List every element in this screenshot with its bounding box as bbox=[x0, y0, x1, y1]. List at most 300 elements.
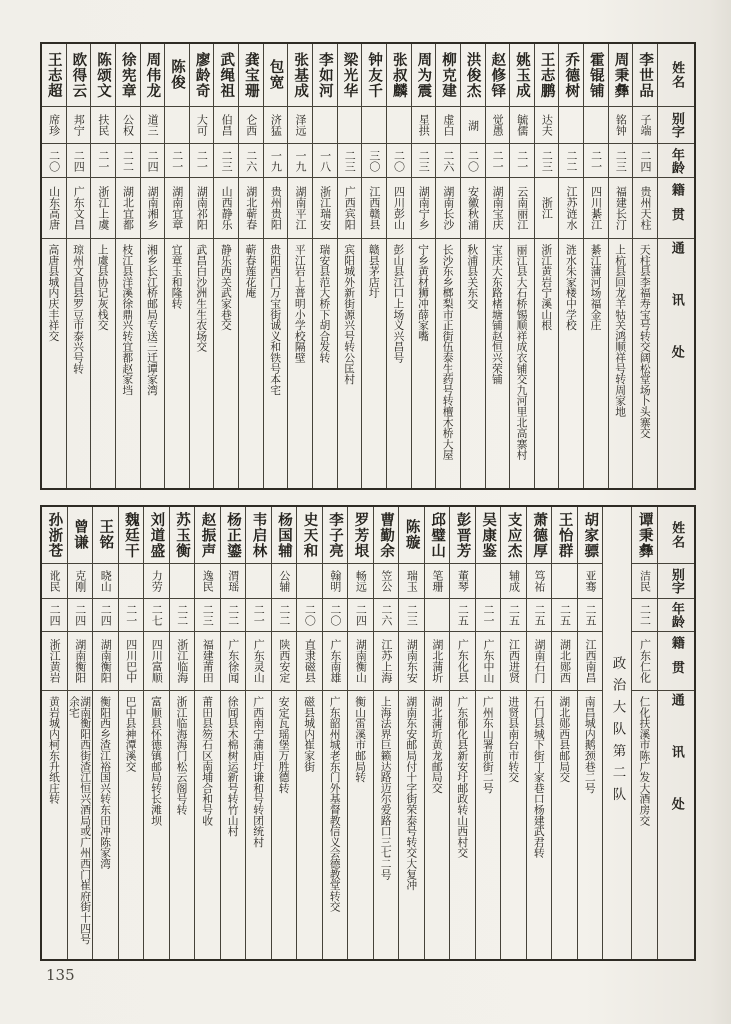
alias-cell bbox=[214, 107, 238, 144]
header-address-label: 通讯处 bbox=[668, 241, 684, 397]
person-name: 周为震 bbox=[415, 51, 433, 99]
person-address: 上杭县回龙羊牯关鸿顺祥号转周家地 bbox=[614, 244, 628, 417]
header-alias-label: 别字 bbox=[668, 568, 684, 594]
person-column bbox=[509, 44, 534, 488]
person-address: 巴中县神潭溪交 bbox=[124, 696, 138, 772]
age-cell bbox=[425, 599, 450, 632]
alias-cell bbox=[313, 107, 337, 144]
person-origin: 湖南东安 bbox=[405, 639, 419, 683]
address-cell bbox=[42, 691, 67, 959]
origin-cell bbox=[338, 178, 362, 239]
section-divider-label: 政治大队第二队 bbox=[609, 656, 626, 810]
person-column bbox=[194, 507, 220, 959]
header-origin-label: 籍贯 bbox=[668, 183, 684, 233]
person-age: 二一 bbox=[124, 604, 138, 626]
header-address-cell bbox=[658, 239, 694, 488]
header-age-cell bbox=[658, 599, 694, 632]
alias-cell bbox=[450, 564, 475, 599]
person-origin: 直隶磁县 bbox=[303, 639, 317, 683]
person-address: 宝庆大东路楮塘铺赵恒兴荣铺 bbox=[490, 244, 504, 385]
age-cell bbox=[476, 599, 501, 632]
person-address: 彭山县江口上场义兴昌号 bbox=[392, 244, 406, 363]
person-alias: 董琴 bbox=[456, 570, 470, 592]
address-cell bbox=[264, 239, 288, 488]
alias-cell bbox=[362, 107, 386, 144]
person-age: 二四 bbox=[146, 149, 160, 172]
name-cell bbox=[527, 507, 552, 564]
person-age: 二五 bbox=[584, 604, 597, 626]
person-column bbox=[263, 44, 288, 488]
age-cell bbox=[195, 599, 220, 632]
origin-cell bbox=[436, 178, 460, 239]
person-name: 李如河 bbox=[316, 51, 334, 99]
alias-cell bbox=[535, 107, 559, 144]
age-cell bbox=[165, 144, 189, 178]
person-age: 二四 bbox=[48, 604, 62, 626]
header-origin-cell bbox=[658, 632, 694, 691]
person-column bbox=[551, 507, 577, 959]
address-cell bbox=[461, 239, 485, 488]
person-name: 欧得云 bbox=[70, 51, 88, 99]
person-column bbox=[164, 44, 189, 488]
age-cell bbox=[214, 144, 238, 178]
person-address: 仁化扶溪市陈广发大酒房交 bbox=[638, 696, 652, 826]
age-cell bbox=[501, 599, 526, 632]
person-alias: 泽远 bbox=[293, 114, 307, 136]
person-address: 瑞安县范大桥下胡合发转 bbox=[318, 244, 332, 363]
origin-cell bbox=[527, 632, 552, 691]
age-cell bbox=[584, 144, 608, 178]
person-name: 王志鹏 bbox=[538, 51, 556, 99]
origin-cell bbox=[313, 178, 337, 239]
person-origin: 湖北宜都 bbox=[121, 186, 135, 230]
person-address: 涟水朱家楼中学校 bbox=[564, 244, 578, 331]
person-column bbox=[238, 44, 263, 488]
person-name: 陈俊 bbox=[168, 59, 186, 91]
age-cell bbox=[461, 144, 485, 178]
name-cell bbox=[362, 44, 386, 107]
person-name: 吴康鉴 bbox=[480, 511, 498, 559]
alias-cell bbox=[501, 564, 526, 599]
name-cell bbox=[486, 44, 510, 107]
origin-cell bbox=[272, 632, 297, 691]
person-address: 长沙东乡榔梨市正街伍泰生药号转檀木桥大屋 bbox=[441, 244, 455, 460]
person-origin: 四川富顺 bbox=[150, 639, 164, 683]
origin-cell bbox=[221, 632, 246, 691]
address-cell bbox=[387, 239, 411, 488]
person-column bbox=[435, 44, 460, 488]
person-age: 二〇 bbox=[303, 604, 317, 626]
address-cell bbox=[552, 691, 577, 959]
person-origin: 湖北郧西 bbox=[558, 639, 572, 683]
person-age: 二二 bbox=[277, 604, 291, 626]
age-cell bbox=[272, 599, 297, 632]
person-age: 二四 bbox=[99, 604, 113, 626]
person-age: 二三 bbox=[405, 604, 419, 626]
person-alias: 铭钟 bbox=[614, 114, 628, 136]
person-column bbox=[424, 507, 450, 959]
name-cell bbox=[68, 507, 93, 564]
person-column bbox=[213, 44, 238, 488]
name-cell bbox=[559, 44, 583, 107]
person-column bbox=[631, 507, 657, 959]
age-cell bbox=[221, 599, 246, 632]
person-name: 张叔麟 bbox=[390, 51, 408, 99]
origin-cell bbox=[246, 632, 271, 691]
person-origin: 福建长汀 bbox=[614, 186, 628, 230]
person-name: 邱璧山 bbox=[429, 511, 447, 559]
origin-cell bbox=[399, 632, 424, 691]
person-address: 赣县茅店圩 bbox=[367, 244, 381, 298]
person-origin: 湖南衡山 bbox=[354, 639, 368, 683]
person-name: 彭晋芳 bbox=[454, 511, 472, 559]
person-origin: 广东文昌 bbox=[72, 186, 86, 230]
person-column bbox=[583, 44, 608, 488]
person-origin: 广东中山 bbox=[481, 639, 495, 683]
header-column bbox=[657, 44, 694, 488]
person-age: 二二 bbox=[175, 604, 189, 626]
address-cell bbox=[510, 239, 534, 488]
person-age: 二二 bbox=[226, 604, 240, 626]
person-address: 湖北郧西县邮局交 bbox=[558, 696, 572, 783]
address-cell bbox=[578, 691, 603, 959]
alias-cell bbox=[527, 564, 552, 599]
address-cell bbox=[221, 691, 246, 959]
alias-cell bbox=[195, 564, 220, 599]
header-age-cell bbox=[658, 144, 694, 178]
person-alias: 亚骞 bbox=[584, 570, 597, 592]
origin-cell bbox=[425, 632, 450, 691]
person-address: 进贤县南台市转交 bbox=[507, 696, 521, 783]
person-address: 衡阳西乡渣江裕国兴转东田冲陈家湾 bbox=[99, 696, 113, 869]
person-name: 刘道盛 bbox=[148, 511, 166, 559]
person-alias: 辅成 bbox=[507, 570, 521, 592]
person-age: 二一 bbox=[170, 149, 184, 172]
origin-cell bbox=[190, 178, 214, 239]
person-age: 二五 bbox=[456, 604, 470, 626]
origin-cell bbox=[214, 178, 238, 239]
person-name: 孙浙苍 bbox=[46, 511, 64, 559]
origin-cell bbox=[609, 178, 633, 239]
person-column bbox=[577, 507, 603, 959]
person-name: 赵振声 bbox=[199, 511, 217, 559]
alias-cell bbox=[374, 564, 399, 599]
name-cell bbox=[272, 507, 297, 564]
person-origin: 四川彭山 bbox=[392, 186, 406, 230]
address-cell bbox=[91, 239, 115, 488]
alias-cell bbox=[323, 564, 348, 599]
name-cell bbox=[246, 507, 271, 564]
person-age: 二三 bbox=[540, 149, 554, 172]
person-name: 王怡群 bbox=[556, 511, 574, 559]
age-cell bbox=[559, 144, 583, 178]
person-name: 龚宝珊 bbox=[242, 51, 260, 99]
person-column bbox=[411, 44, 436, 488]
age-cell bbox=[609, 144, 633, 178]
address-cell bbox=[170, 691, 195, 959]
person-address: 富顺县怀德镇邮局转长滩坝 bbox=[150, 696, 164, 826]
person-age: 二四 bbox=[72, 149, 86, 172]
page-number: 135 bbox=[46, 966, 75, 984]
alias-cell bbox=[272, 564, 297, 599]
person-address: 广州东山署前街二号 bbox=[481, 696, 495, 794]
age-cell bbox=[116, 144, 140, 178]
person-address: 湖北蒲圻黄龙邮局交 bbox=[430, 696, 444, 794]
person-age: 三〇 bbox=[367, 149, 381, 172]
age-cell bbox=[170, 599, 195, 632]
age-cell bbox=[450, 599, 475, 632]
alias-cell bbox=[288, 107, 312, 144]
person-alias: 畅远 bbox=[354, 570, 368, 592]
person-name: 萧德厚 bbox=[531, 511, 549, 559]
address-cell bbox=[67, 239, 91, 488]
person-column bbox=[322, 507, 348, 959]
origin-cell bbox=[93, 632, 118, 691]
person-column bbox=[347, 507, 373, 959]
person-age: 二五 bbox=[507, 604, 521, 626]
alias-cell bbox=[552, 564, 577, 599]
person-age: 二一 bbox=[589, 149, 603, 172]
origin-cell bbox=[91, 178, 115, 239]
person-age: 二四 bbox=[354, 604, 368, 626]
name-cell bbox=[535, 44, 559, 107]
alias-cell bbox=[584, 107, 608, 144]
person-age: 二三 bbox=[201, 604, 215, 626]
person-address: 上虞县协记灰栈交 bbox=[96, 244, 110, 331]
age-cell bbox=[67, 144, 91, 178]
person-origin: 湖南宝庆 bbox=[491, 186, 505, 230]
person-origin: 湖南石门 bbox=[532, 639, 546, 683]
person-origin: 湖北蒲圻 bbox=[430, 639, 444, 683]
person-address: 丽江县大石桥锡顺祥成衣铺交九河里北高寨村 bbox=[515, 244, 529, 460]
person-alias: 虚白 bbox=[441, 114, 455, 136]
address-cell bbox=[116, 239, 140, 488]
origin-cell bbox=[42, 632, 67, 691]
person-origin: 浙江上虞 bbox=[96, 186, 110, 230]
person-name: 李子亮 bbox=[327, 511, 345, 559]
origin-cell bbox=[119, 632, 144, 691]
address-cell bbox=[632, 691, 657, 959]
person-origin: 湖南湘乡 bbox=[146, 186, 160, 230]
person-origin: 山东高唐 bbox=[47, 186, 61, 230]
person-alias: 达夫 bbox=[540, 114, 554, 136]
origin-cell bbox=[450, 632, 475, 691]
origin-cell bbox=[165, 178, 189, 239]
person-name: 廖龄奇 bbox=[193, 51, 211, 99]
person-column bbox=[485, 44, 510, 488]
person-column bbox=[66, 44, 91, 488]
person-origin: 湖南宜章 bbox=[170, 186, 184, 230]
name-cell bbox=[584, 44, 608, 107]
header-name-label: 姓名 bbox=[669, 60, 685, 90]
person-address: 蕲春莲花庵 bbox=[244, 244, 258, 298]
name-cell bbox=[461, 44, 485, 107]
address-cell bbox=[559, 239, 583, 488]
person-name: 包宽 bbox=[267, 59, 285, 91]
origin-cell bbox=[461, 178, 485, 239]
person-alias: 公辅 bbox=[277, 570, 291, 592]
name-cell bbox=[264, 44, 288, 107]
person-address: 浙江黄岩宁溪山根 bbox=[540, 244, 554, 331]
person-name: 陈颂文 bbox=[95, 51, 113, 99]
person-alias: 公权 bbox=[121, 114, 135, 136]
person-column bbox=[189, 44, 214, 488]
person-name: 赵修铎 bbox=[489, 51, 507, 99]
person-age: 二二 bbox=[121, 149, 135, 172]
name-cell bbox=[170, 507, 195, 564]
age-cell bbox=[578, 599, 603, 632]
alias-cell bbox=[170, 564, 195, 599]
person-column bbox=[534, 44, 559, 488]
origin-cell bbox=[486, 178, 510, 239]
address-cell bbox=[374, 691, 399, 959]
person-age: 二〇 bbox=[47, 149, 61, 172]
age-cell bbox=[632, 599, 657, 632]
alias-cell bbox=[578, 564, 603, 599]
person-origin: 浙江黄岩 bbox=[48, 639, 62, 683]
origin-cell bbox=[501, 632, 526, 691]
person-origin: 湖南衡阳 bbox=[99, 639, 113, 683]
origin-cell bbox=[141, 178, 165, 239]
person-age: 二二 bbox=[638, 604, 652, 626]
person-column bbox=[337, 44, 362, 488]
address-cell bbox=[348, 691, 373, 959]
person-name: 钟友千 bbox=[366, 51, 384, 99]
origin-cell bbox=[535, 178, 559, 239]
person-address: 宜章玉和隆转 bbox=[170, 244, 184, 309]
person-age: 二三 bbox=[343, 149, 357, 172]
person-alias: 济猛 bbox=[269, 114, 283, 136]
header-alias-cell bbox=[658, 107, 694, 144]
person-name: 曾谦 bbox=[71, 519, 89, 551]
origin-cell bbox=[116, 178, 140, 239]
address-cell bbox=[214, 239, 238, 488]
origin-cell bbox=[68, 632, 93, 691]
person-column bbox=[220, 507, 246, 959]
person-origin: 广东徐闻 bbox=[226, 639, 240, 683]
person-name: 魏廷干 bbox=[122, 511, 140, 559]
header-name-cell bbox=[658, 507, 694, 564]
person-address: 磁县城内崔家街 bbox=[303, 696, 317, 772]
age-cell bbox=[141, 144, 165, 178]
address-cell bbox=[288, 239, 312, 488]
person-origin: 广东仁化 bbox=[638, 639, 652, 683]
name-cell bbox=[374, 507, 399, 564]
age-cell bbox=[42, 599, 67, 632]
origin-cell bbox=[633, 178, 657, 239]
age-cell bbox=[297, 599, 322, 632]
person-age: 二三 bbox=[614, 149, 628, 172]
age-cell bbox=[91, 144, 115, 178]
person-column bbox=[143, 507, 169, 959]
address-cell bbox=[399, 691, 424, 959]
person-name: 史天和 bbox=[301, 511, 319, 559]
person-name: 徐宪章 bbox=[119, 51, 137, 99]
person-name: 柳克建 bbox=[440, 51, 458, 99]
person-origin: 四川巴中 bbox=[124, 639, 138, 683]
address-cell bbox=[501, 691, 526, 959]
alias-cell bbox=[190, 107, 214, 144]
name-cell bbox=[190, 44, 214, 107]
person-column bbox=[373, 507, 399, 959]
age-cell bbox=[93, 599, 118, 632]
address-cell bbox=[68, 691, 93, 959]
alias-cell bbox=[461, 107, 485, 144]
person-column bbox=[558, 44, 583, 488]
person-address: 湖南东安邮局付十字街荣泰号转交大复冲 bbox=[405, 696, 419, 891]
name-cell bbox=[450, 507, 475, 564]
alias-cell bbox=[91, 107, 115, 144]
name-cell bbox=[239, 44, 263, 107]
person-column bbox=[398, 507, 424, 959]
person-origin: 湖南祁阳 bbox=[195, 186, 209, 230]
origin-cell bbox=[387, 178, 411, 239]
alias-cell bbox=[632, 564, 657, 599]
header-alias-label: 别字 bbox=[668, 112, 684, 138]
age-cell bbox=[246, 599, 271, 632]
person-name: 谭秉彝 bbox=[636, 511, 654, 559]
person-address: 宾阳城外新街源兴号转公匡村 bbox=[343, 244, 357, 385]
address-cell bbox=[313, 239, 337, 488]
origin-cell bbox=[578, 632, 603, 691]
address-cell bbox=[476, 691, 501, 959]
person-address: 浙江临海海门松云阁号转 bbox=[175, 696, 189, 815]
person-age: 二一 bbox=[96, 149, 110, 172]
address-cell bbox=[42, 239, 66, 488]
person-column bbox=[42, 507, 67, 959]
person-name: 苏玉衡 bbox=[173, 511, 191, 559]
address-cell bbox=[144, 691, 169, 959]
person-name: 胡家骠 bbox=[582, 511, 600, 559]
person-age: 二一 bbox=[515, 149, 529, 172]
alias-cell bbox=[559, 107, 583, 144]
person-address: 湖南衡阳西街渣江恒兴酒局或广州西门崔府街十四号余宅 bbox=[67, 696, 93, 945]
person-age: 一九 bbox=[293, 149, 307, 172]
person-column bbox=[115, 44, 140, 488]
person-column bbox=[118, 507, 144, 959]
alias-cell bbox=[297, 564, 322, 599]
person-address: 高唐县城内庆丰祥交 bbox=[47, 244, 61, 342]
address-cell bbox=[93, 691, 118, 959]
person-name: 洪俊杰 bbox=[464, 51, 482, 99]
person-alias: 渭瑶 bbox=[226, 570, 240, 592]
person-address: 安定瓦瑶堡万胜德转 bbox=[277, 696, 291, 794]
person-origin: 贵州贵阳 bbox=[269, 186, 283, 230]
age-cell bbox=[42, 144, 66, 178]
header-age-label: 年龄 bbox=[668, 147, 684, 174]
person-origin: 山西静乐 bbox=[220, 186, 234, 230]
header-name-label: 姓名 bbox=[669, 520, 685, 550]
name-cell bbox=[297, 507, 322, 564]
address-cell bbox=[246, 691, 271, 959]
person-alias: 道三 bbox=[146, 114, 160, 136]
person-name: 陈璇 bbox=[403, 519, 421, 551]
person-column bbox=[386, 44, 411, 488]
address-cell bbox=[323, 691, 348, 959]
person-alias: 席珍 bbox=[47, 114, 61, 136]
person-age: 二〇 bbox=[466, 149, 480, 172]
person-column bbox=[361, 44, 386, 488]
address-cell bbox=[412, 239, 436, 488]
person-age: 二二 bbox=[565, 149, 579, 172]
person-alias: 笠公 bbox=[379, 570, 393, 592]
name-cell bbox=[42, 44, 66, 107]
person-column bbox=[475, 507, 501, 959]
origin-cell bbox=[374, 632, 399, 691]
person-address: 天柱县李福寿宝号转交阔松堂场卜头寨交 bbox=[638, 244, 652, 439]
person-origin: 浙江临海 bbox=[175, 639, 189, 683]
header-age-label: 年龄 bbox=[668, 602, 684, 628]
